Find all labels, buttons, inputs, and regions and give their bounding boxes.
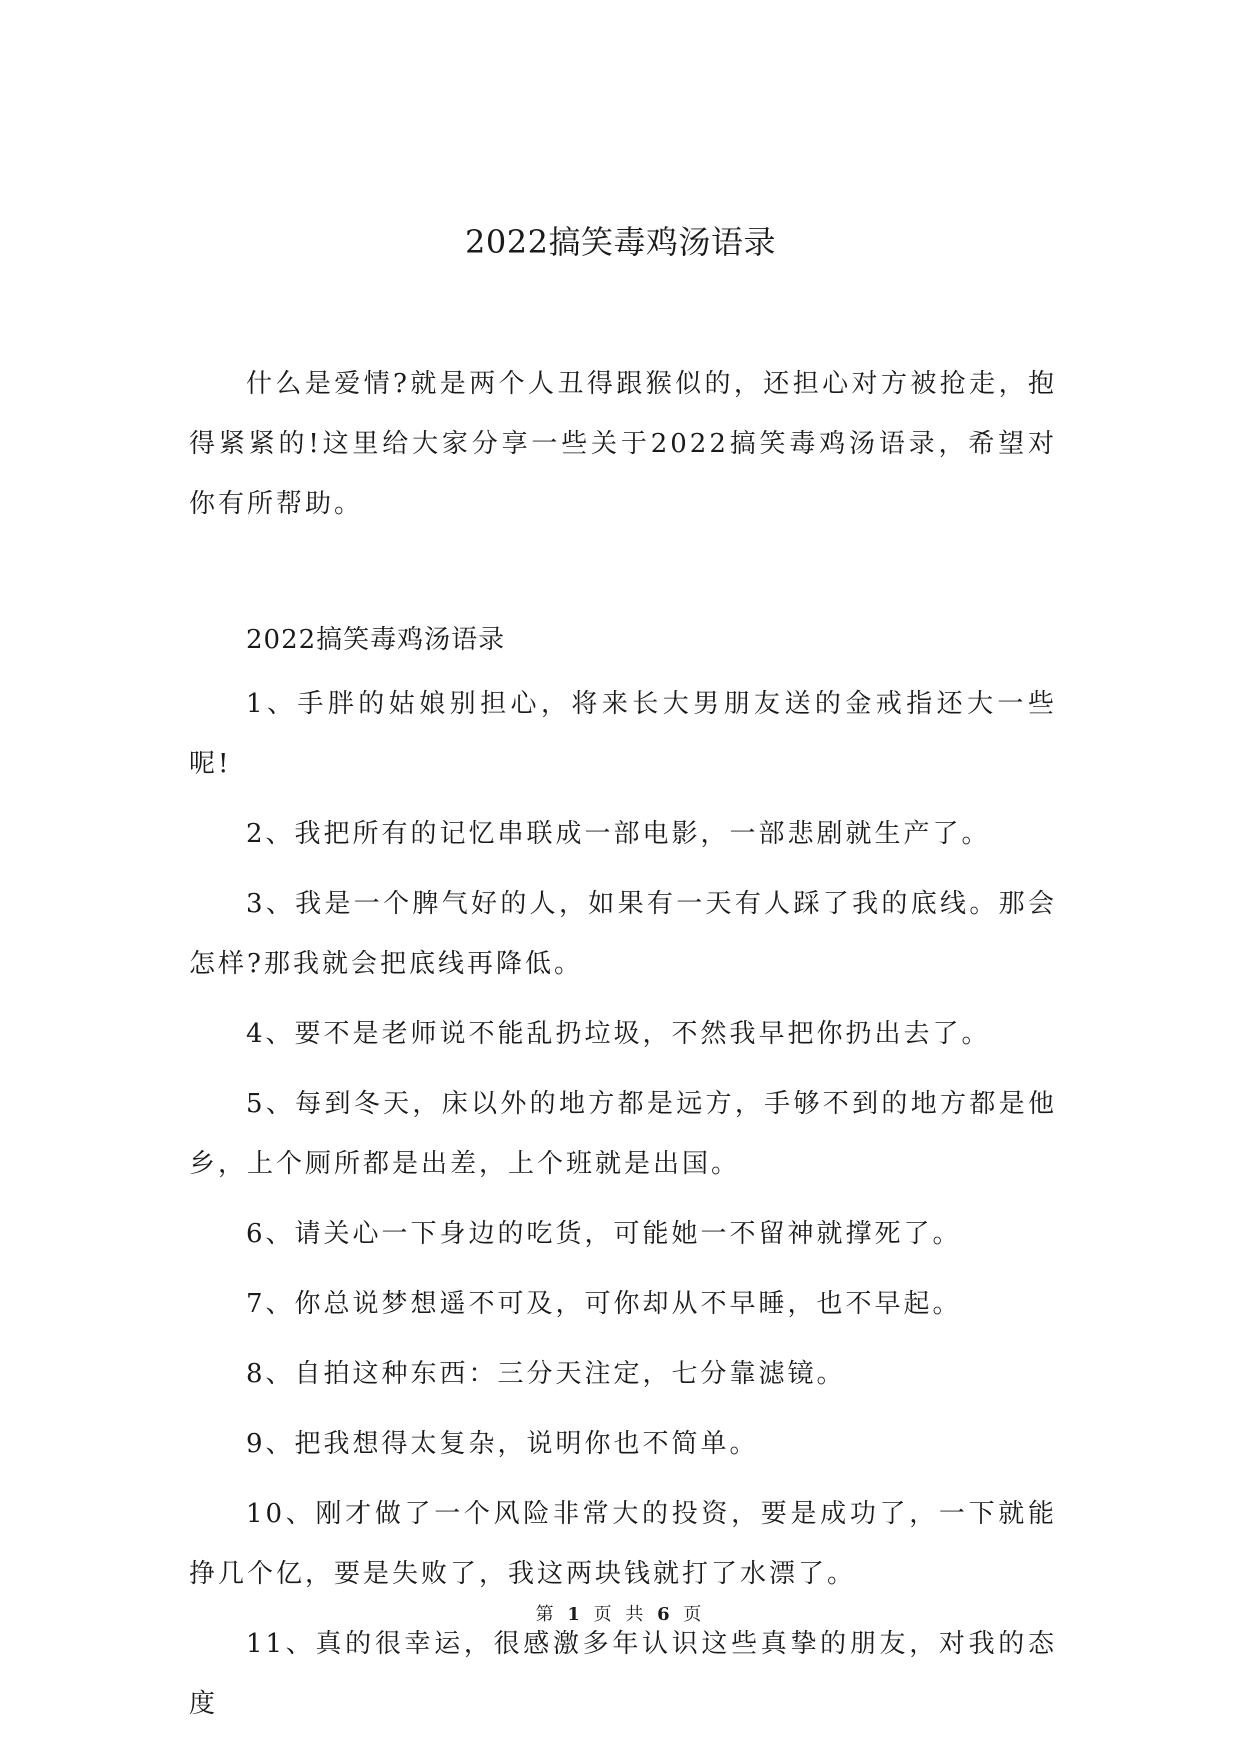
list-item: 2、我把所有的记忆串联成一部电影，一部悲剧就生产了。 [246,819,991,849]
footer-middle: 页 共 [593,1604,648,1625]
list-item: 5、每到冬天，床以外的地方都是远方，手够不到的地方都是他乡，上个厕所都是出差，上个班就是出国。 [189,1089,1057,1179]
list-item: 10、刚才做了一个风险非常大的投资，要是成功了，一下就能挣几个亿，要是失败了，我这两块钱就打了水漂了。 [189,1499,1057,1589]
document-title: 2022搞笑毒鸡汤语录 [465,223,776,261]
list-item: 9、把我想得太复杂，说明你也不简单。 [246,1429,759,1459]
current-page-number: 1 [567,1604,584,1625]
page-footer [0,1603,1241,1627]
list-item: 7、你总说梦想遥不可及，可你却从不早睡，也不早起。 [246,1289,962,1319]
section-heading: 2022搞笑毒鸡汤语录 [246,625,506,655]
quote-list [189,674,1057,1744]
list-item: 1、手胖的姑娘别担心，将来长大男朋友送的金戒指还大一些呢! [189,689,1057,779]
footer-prefix: 第 [535,1604,558,1625]
intro-paragraph: 什么是爱情?就是两个人丑得跟猴似的，还担心对方被抢走，抱得紧紧的!这里给大家分享一些关于2022搞笑毒鸡汤语录，希望对你有所帮助。 [189,369,1057,519]
footer-suffix: 页 [683,1604,706,1625]
list-item: 6、请关心一下身边的吃货，可能她一不留神就撑死了。 [246,1219,962,1249]
total-pages-number: 6 [657,1604,674,1625]
list-item: 3、我是一个脾气好的人，如果有一天有人踩了我的底线。那会怎样?那我就会把底线再降低。 [189,889,1057,979]
list-item: 8、自拍这种东西：三分天注定，七分靠滤镜。 [246,1359,846,1389]
list-item: 4、要不是老师说不能乱扔垃圾，不然我早把你扔出去了。 [246,1019,991,1049]
list-item: 11、真的很幸运，很感激多年认识这些真挚的朋友，对我的态度 [189,1629,1057,1719]
